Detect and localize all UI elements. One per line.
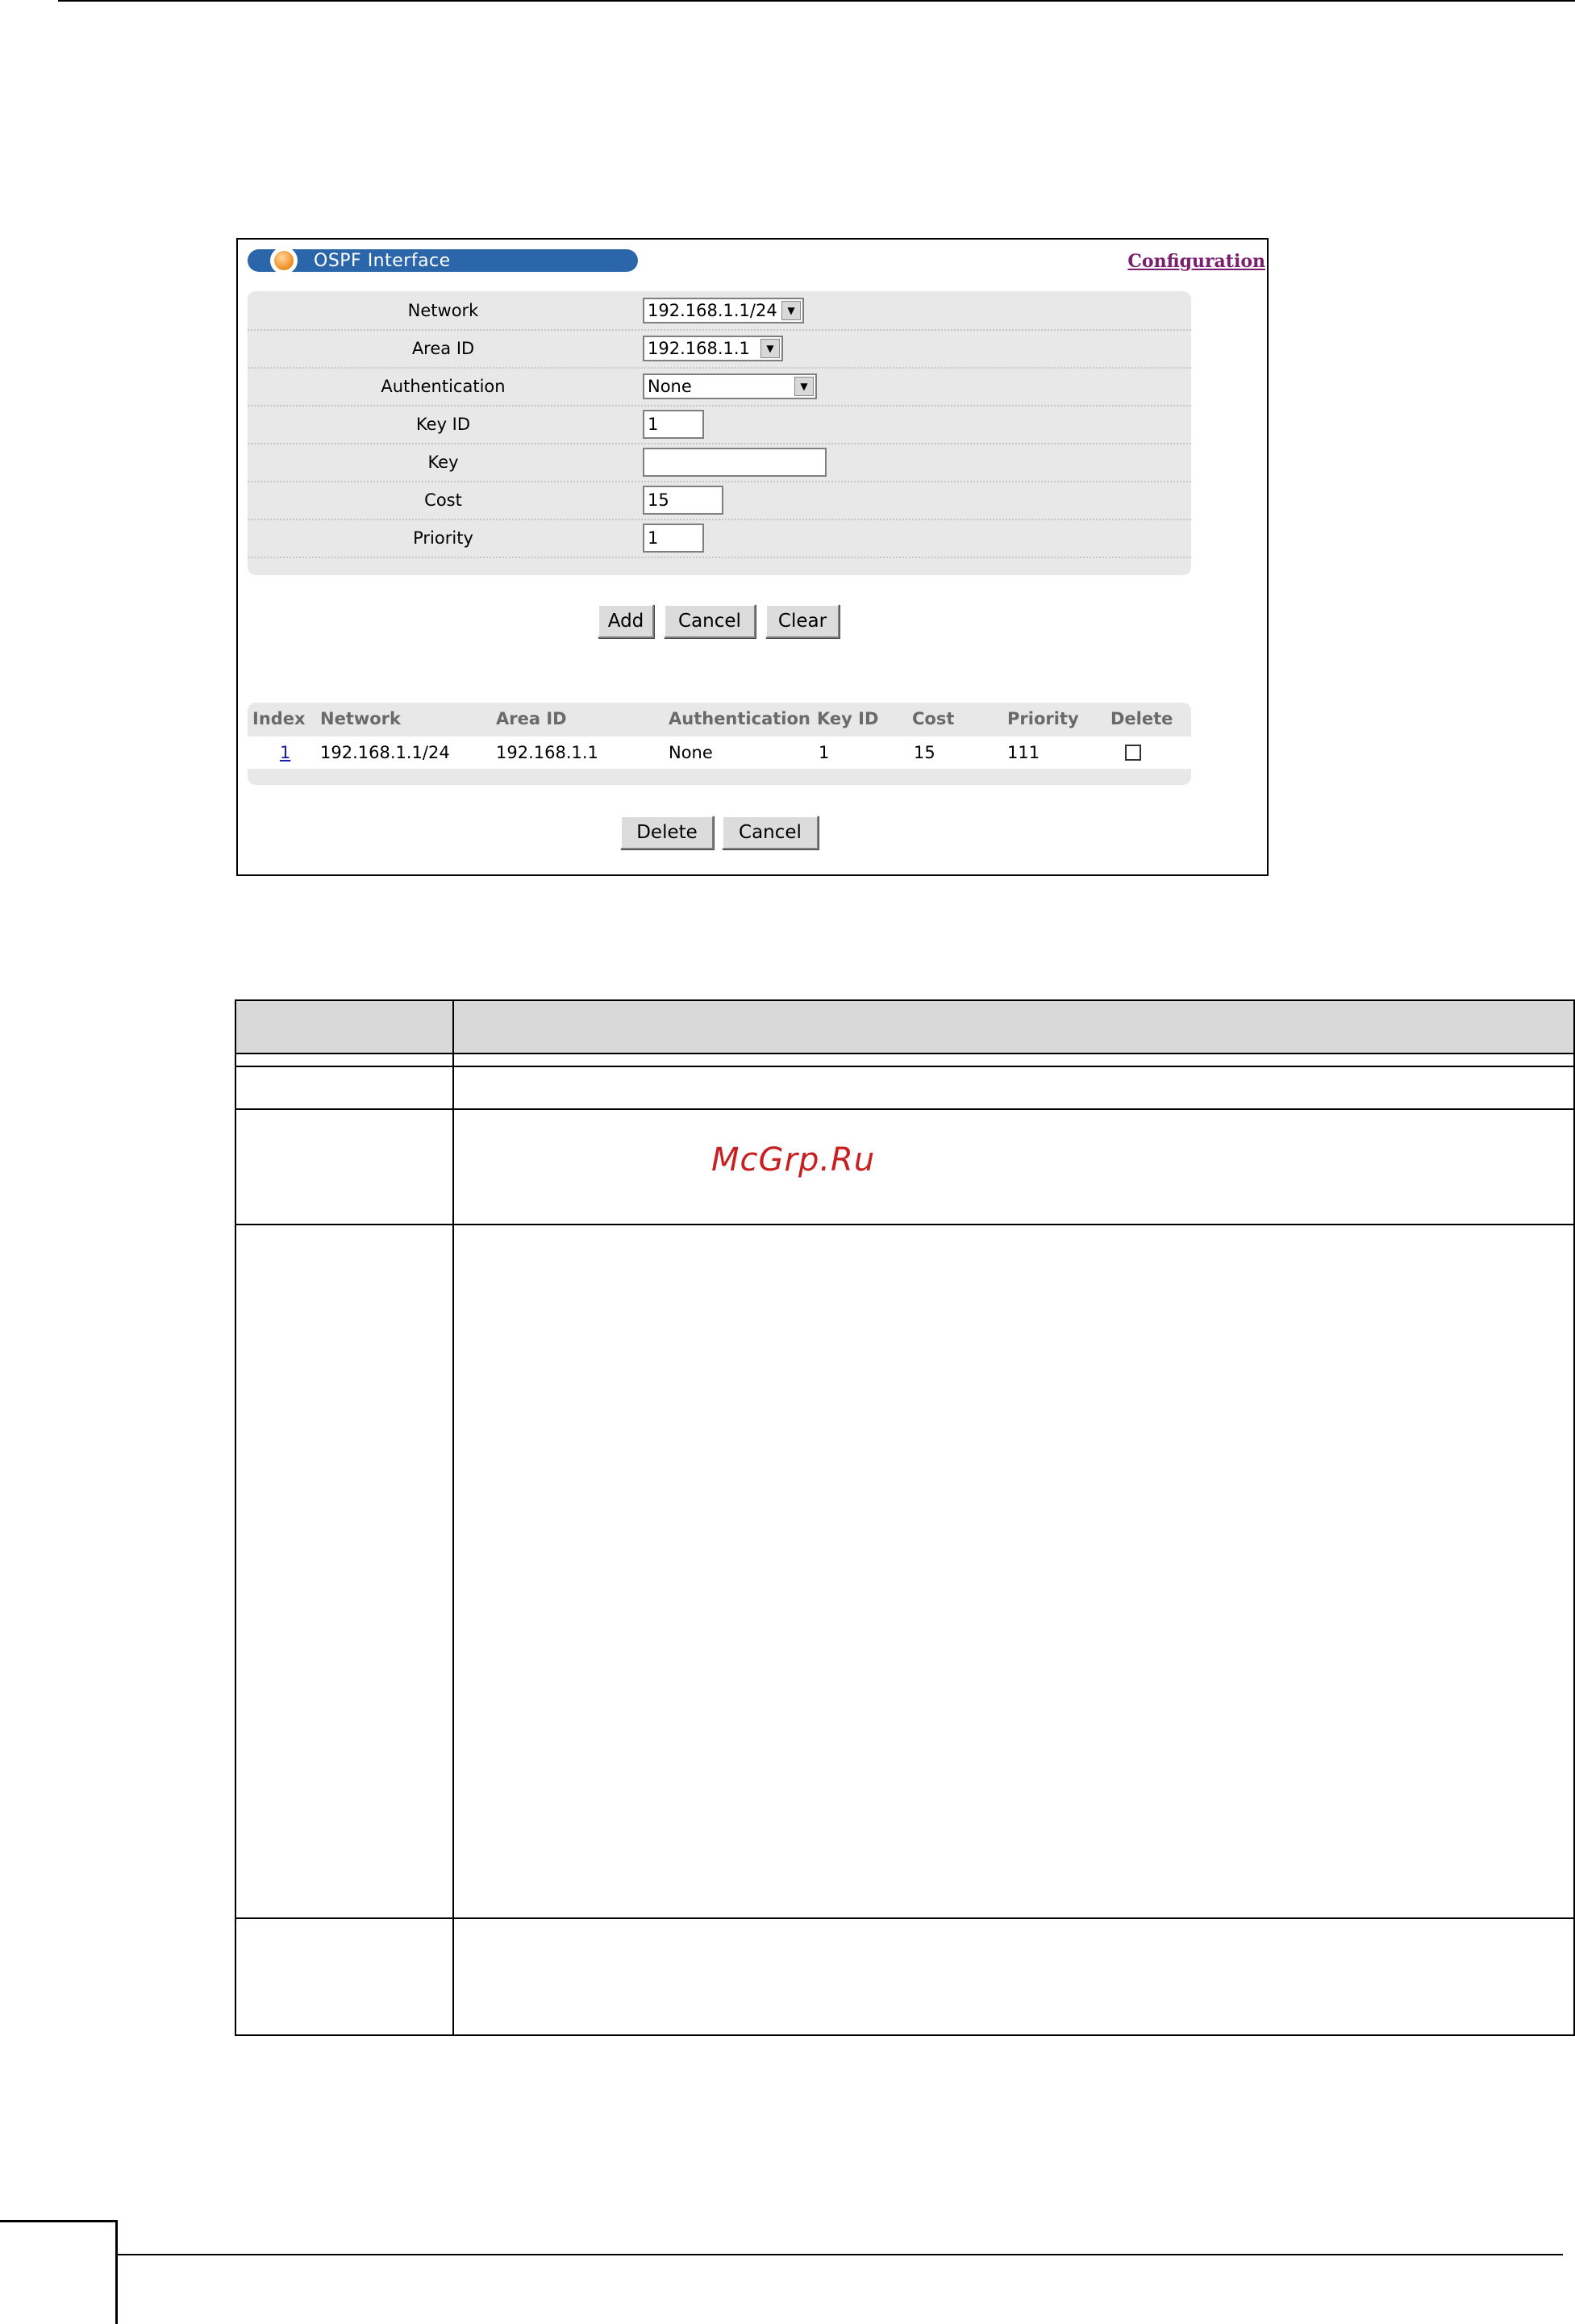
- row-priority: 111: [1007, 743, 1040, 762]
- column-divider: [452, 1001, 454, 2034]
- row-key-id: 1: [819, 743, 830, 762]
- chevron-down-icon[interactable]: ▼: [781, 301, 801, 320]
- row-index-link[interactable]: 1: [280, 743, 291, 762]
- network-select[interactable]: [643, 298, 804, 323]
- priority-row: [248, 519, 1191, 558]
- area-id-label: Area ID: [411, 338, 475, 358]
- page-number-box: [0, 2220, 118, 2324]
- area-id-select[interactable]: [643, 336, 783, 361]
- interface-list: [248, 703, 1191, 785]
- authentication-select-value: None: [648, 377, 692, 396]
- add-button[interactable]: Add: [598, 604, 654, 638]
- delete-button[interactable]: Delete: [620, 816, 714, 849]
- configuration-link[interactable]: Configuration: [1127, 251, 1265, 272]
- key-row: [248, 443, 1191, 482]
- row-authentication: None: [669, 743, 713, 762]
- description-table: [235, 999, 1575, 2036]
- row-divider: [236, 1224, 1573, 1225]
- header-network: Network: [320, 709, 402, 728]
- key-field[interactable]: [643, 448, 827, 477]
- header-key-id: Key ID: [817, 709, 879, 728]
- form-panel: [248, 291, 1191, 575]
- network-select-value: 192.168.1.1/24: [648, 301, 777, 320]
- clear-button[interactable]: Clear: [765, 604, 840, 638]
- delete-checkbox[interactable]: [1125, 745, 1141, 761]
- key-id-row: [248, 405, 1191, 444]
- key-label: Key: [427, 452, 459, 472]
- cost-row: [248, 481, 1191, 520]
- row-divider: [236, 1917, 1573, 1919]
- row-divider: [236, 1108, 1573, 1110]
- authentication-select[interactable]: [643, 373, 817, 399]
- chevron-down-icon[interactable]: ▼: [760, 339, 780, 358]
- orb-icon: [270, 247, 298, 274]
- panel-title: OSPF Interface: [314, 251, 451, 271]
- row-cost: 15: [914, 743, 935, 762]
- header-area-id: Area ID: [496, 709, 567, 728]
- header-index: Index: [252, 709, 306, 728]
- chevron-down-icon[interactable]: ▼: [794, 377, 814, 396]
- area-id-row: [248, 329, 1191, 369]
- header-priority: Priority: [1007, 709, 1079, 728]
- watermark: McGrp.Ru: [711, 1141, 876, 1179]
- cancel-button[interactable]: Cancel: [664, 604, 756, 638]
- key-id-label: Key ID: [415, 414, 471, 434]
- ospf-interface-screenshot: [236, 238, 1269, 876]
- row-network: 192.168.1.1/24: [320, 743, 450, 762]
- row-divider: [236, 1066, 1573, 1067]
- header-delete: Delete: [1110, 709, 1173, 728]
- authentication-row: [248, 367, 1191, 407]
- area-id-select-value: 192.168.1.1: [648, 339, 750, 358]
- top-rule: [58, 0, 1575, 2]
- header-cost: Cost: [912, 709, 955, 728]
- key-id-field[interactable]: 1: [643, 410, 704, 439]
- network-label: Network: [407, 300, 479, 320]
- panel-title-bar: [248, 249, 638, 272]
- network-row: [248, 291, 1191, 331]
- footer-rule: [118, 2254, 1563, 2255]
- cost-label: Cost: [424, 490, 462, 510]
- list-cancel-button[interactable]: Cancel: [722, 816, 819, 849]
- cost-field[interactable]: 15: [643, 486, 723, 515]
- row-area-id: 192.168.1.1: [496, 743, 598, 762]
- description-table-header: [236, 1001, 1573, 1054]
- priority-label: Priority: [413, 528, 473, 548]
- header-authentication: Authentication: [669, 709, 810, 728]
- authentication-label: Authentication: [381, 376, 506, 396]
- table-row: [248, 736, 1191, 769]
- priority-field[interactable]: 1: [643, 524, 704, 553]
